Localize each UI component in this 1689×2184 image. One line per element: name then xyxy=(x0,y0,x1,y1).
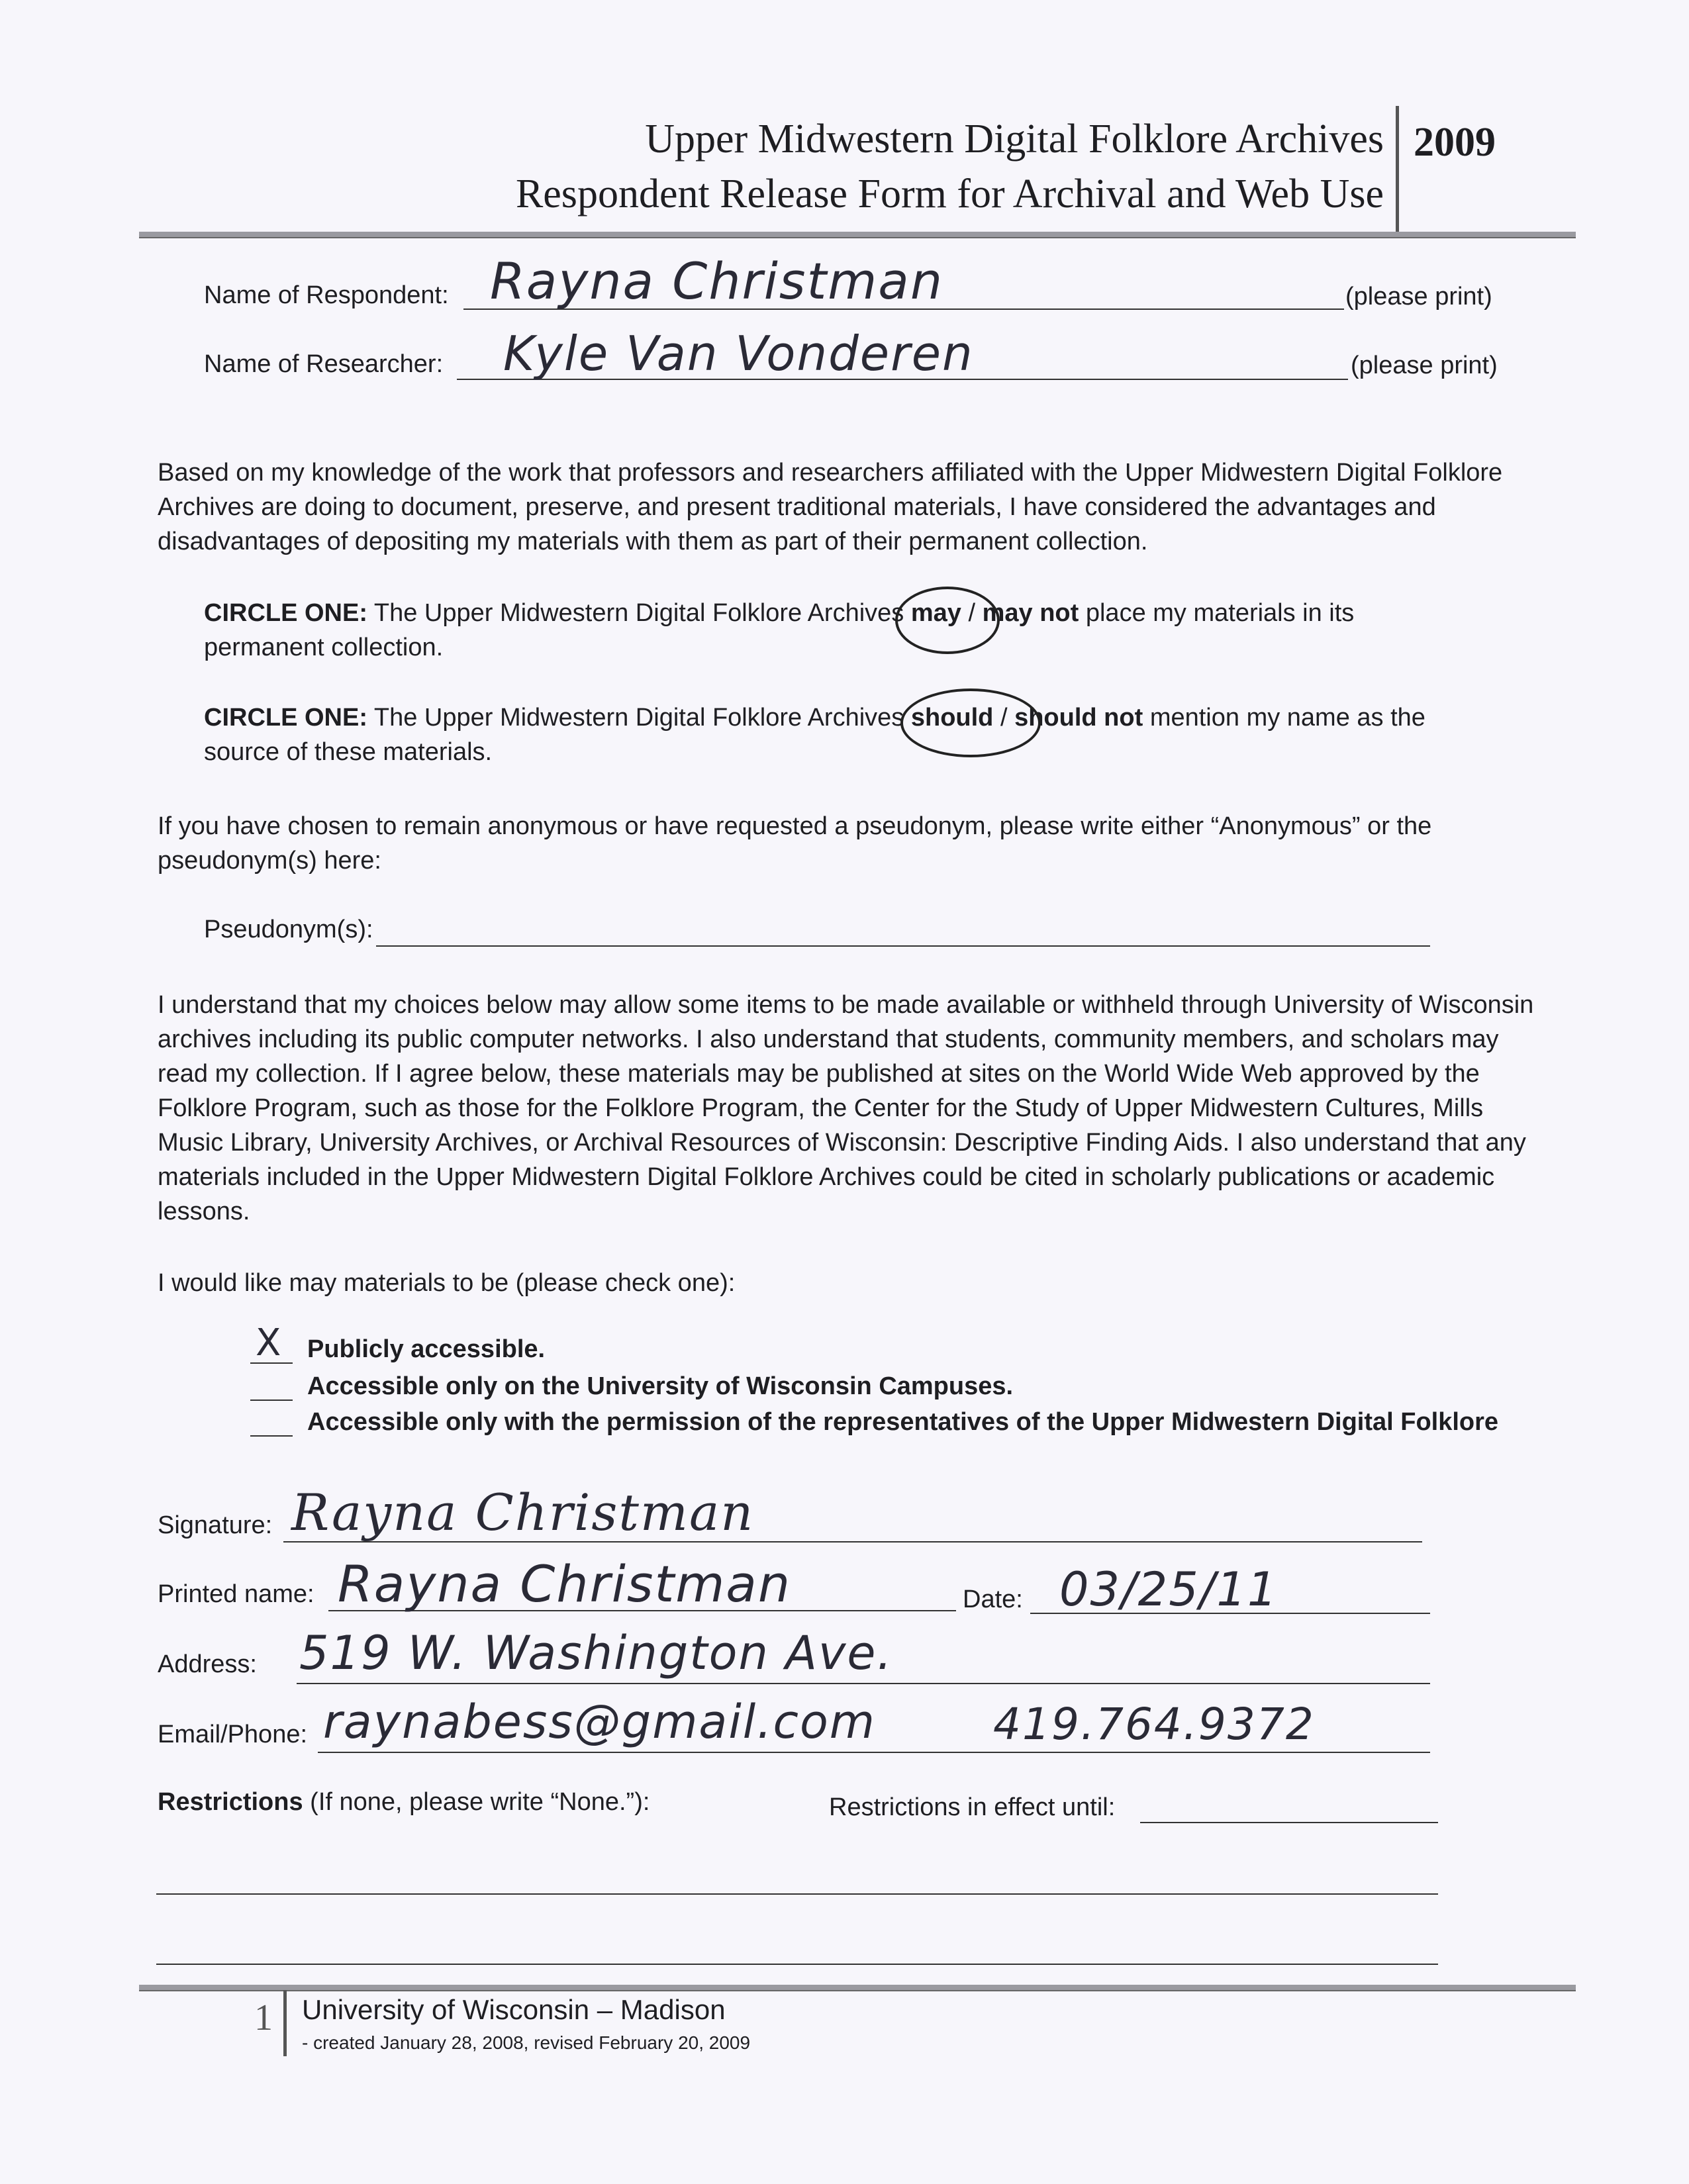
circle-one-text-end: place my materials in its xyxy=(1079,599,1355,627)
date-value[interactable]: 03/25/11 xyxy=(1059,1562,1279,1617)
form-title-line2: Respondent Release Form for Archival and Web Use xyxy=(515,171,1384,216)
circle-one-label: CIRCLE ONE: xyxy=(204,704,367,732)
restrictions-line-2[interactable] xyxy=(156,1964,1438,1965)
option-label: Accessible only with the permission of the representatives of the Upper Midwestern Digital Folklore xyxy=(307,1408,1499,1436)
restrictions-label xyxy=(158,1785,650,1819)
pseudonym-label: Pseudonym(s): xyxy=(204,916,373,943)
option-separator: / xyxy=(961,599,983,627)
printed-name-label: Printed name: xyxy=(158,1580,314,1608)
footer-page-number: 1 xyxy=(254,1997,273,2038)
footer-institution: University of Wisconsin – Madison xyxy=(302,1994,726,2025)
checkbox-line xyxy=(250,1362,293,1364)
respondent-name-value[interactable]: Rayna Christman xyxy=(490,252,944,310)
printed-name-value[interactable]: Rayna Christman xyxy=(338,1554,792,1613)
circle-one-text-continued: permanent collection. xyxy=(204,634,444,661)
address-value[interactable]: 519 W. Washington Ave. xyxy=(299,1626,893,1680)
circle-one-text-end: mention my name as the xyxy=(1143,704,1425,732)
header-vertical-divider xyxy=(1396,106,1399,232)
anonymous-instructions: If you have chosen to remain anonymous or have requested a pseudonym, please write either “Anonymous” or the pseudonym(s) here: xyxy=(158,812,1432,875)
footer-rule xyxy=(139,1985,1576,1991)
circle-one-should-statement xyxy=(204,700,1528,769)
restrictions-until-label: Restrictions in effect until: xyxy=(829,1793,1116,1821)
address-label: Address: xyxy=(158,1650,257,1678)
circle-one-label: CIRCLE ONE: xyxy=(204,599,367,627)
address-line xyxy=(297,1683,1430,1684)
circle-one-text-continued: source of these materials. xyxy=(204,738,493,766)
respondent-please-print: (please print) xyxy=(1345,283,1492,310)
intro-paragraph: Based on my knowledge of the work that professors and researchers affiliated with the Upper Midwestern Digital Folklore Archives are doing to document, preserve, and present traditional materials, I have considered the advantages and disadvantages of depositing my materials with them as part of their permanent collection. xyxy=(158,459,1503,555)
option-may[interactable]: may xyxy=(910,599,961,627)
should-selection-circle xyxy=(900,688,1041,757)
pseudonym-line xyxy=(376,945,1430,947)
understand-paragraph: I understand that my choices below may allow some items to be made available or withheld through University of Wisconsin archives including its public computer networks. I also understand that students, community members, and scholars may read my collection. If I agree below, these materials may be published at sites on the World Wide Web approved by the Folklore Program, such as those for the Folklore Program, the Center for the Study of Upper Midwestern Cultures, Mills Music Library, University Archives, or Archival Resources of Wisconsin: Descriptive Finding Aids. I also understand that any materials included in the Upper Midwestern Digital Folklore Archives could be cited in scholarly publications or academic lessons. xyxy=(158,991,1534,1225)
checkbox-mark: X xyxy=(256,1321,283,1364)
option-separator: / xyxy=(993,704,1015,732)
check-prompt: I would like may materials to be (please check one): xyxy=(158,1269,736,1297)
header-rule xyxy=(139,232,1576,238)
restrictions-label-note: (If none, please write “None.”): xyxy=(303,1788,650,1816)
option-may-not[interactable]: may not xyxy=(982,599,1079,627)
email-phone-line xyxy=(318,1752,1430,1753)
option-should[interactable]: should xyxy=(910,704,994,732)
phone-value[interactable]: 419.764.9372 xyxy=(993,1699,1315,1750)
checkbox-line xyxy=(250,1435,293,1437)
circle-one-text: The Upper Midwestern Digital Folklore Archives xyxy=(367,704,911,732)
email-value[interactable]: raynabess@gmail.com xyxy=(323,1695,876,1749)
option-should-not[interactable]: should not xyxy=(1014,704,1143,732)
option-label: Publicly accessible. xyxy=(307,1335,546,1363)
form-year: 2009 xyxy=(1414,120,1496,165)
circle-one-may-statement xyxy=(204,596,1528,665)
researcher-label: Name of Researcher: xyxy=(204,350,444,378)
may-selection-circle xyxy=(895,587,1000,654)
form-title-line1: Upper Midwestern Digital Folklore Archives xyxy=(645,117,1384,162)
date-label: Date: xyxy=(963,1586,1023,1613)
restrictions-label-bold: Restrictions xyxy=(158,1788,303,1816)
researcher-name-value[interactable]: Kyle Van Vonderen xyxy=(503,326,974,381)
email-phone-label: Email/Phone: xyxy=(158,1721,308,1748)
circle-one-text: The Upper Midwestern Digital Folklore Archives xyxy=(367,599,911,627)
restrictions-line-1[interactable] xyxy=(156,1893,1438,1895)
researcher-please-print: (please print) xyxy=(1351,352,1498,379)
footer-vertical-divider xyxy=(283,1990,287,2056)
footer-created: - created January 28, 2008, revised February 20, 2009 xyxy=(302,2032,751,2053)
restrictions-until-line xyxy=(1140,1822,1438,1823)
signature-value[interactable]: Rayna Christman xyxy=(291,1483,755,1542)
signature-label: Signature: xyxy=(158,1511,273,1539)
option-label: Accessible only on the University of Wisconsin Campuses. xyxy=(307,1372,1014,1400)
checkbox-line xyxy=(250,1400,293,1401)
respondent-label: Name of Respondent: xyxy=(204,281,449,309)
